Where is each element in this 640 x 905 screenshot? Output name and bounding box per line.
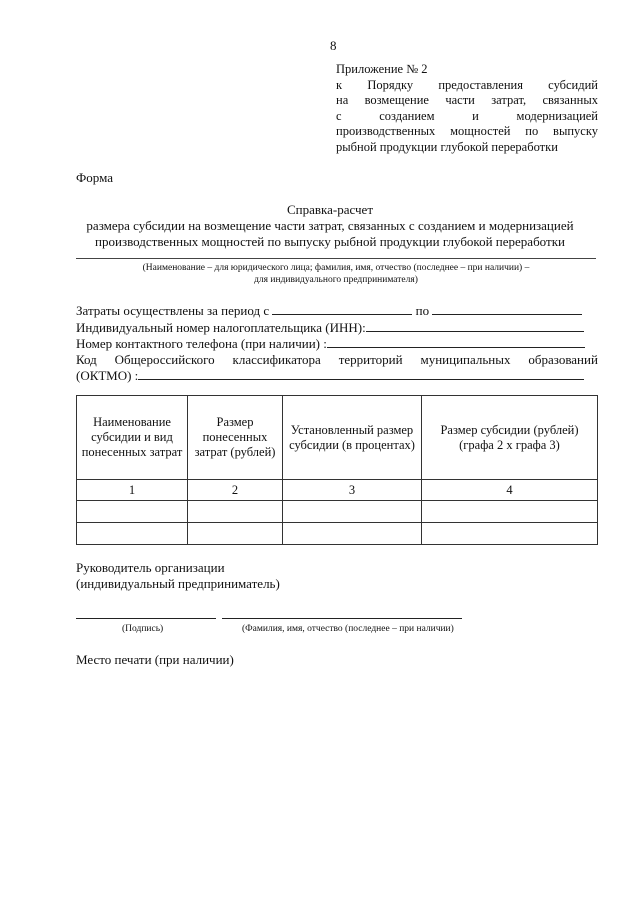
table-number-cell: 1 xyxy=(77,480,188,501)
note-line: для индивидуального предпринимателя) xyxy=(254,275,418,285)
phone-label: Номер контактного телефона (при наличии) : xyxy=(76,336,327,351)
phone-field xyxy=(76,336,598,352)
note-line: (Наименование – для юридического лица; фамилия, имя, отчество (последнее – при наличии) – xyxy=(142,263,530,273)
oktmo-field xyxy=(76,368,598,384)
appendix-block xyxy=(336,62,598,155)
period-to-label: по xyxy=(415,303,430,318)
period-field xyxy=(76,303,598,319)
table-cell[interactable] xyxy=(422,523,598,545)
oktmo-word: Код xyxy=(76,352,97,367)
appendix-title: Приложение № 2 xyxy=(336,62,428,76)
table-row xyxy=(77,501,598,523)
table-number-row xyxy=(77,480,598,501)
name-note xyxy=(76,262,596,286)
appendix-line: на возмещение части затрат, связанных xyxy=(336,93,598,107)
form-label: Форма xyxy=(76,170,113,185)
table-header-cell: Размер субсидии (рублей) (графа 2 x графа 3) xyxy=(422,396,598,480)
oktmo-word: образований xyxy=(528,352,598,367)
full-name-caption: (Фамилия, имя, отчество (последнее – при наличии) xyxy=(242,624,454,634)
oktmo-word: классификатора xyxy=(232,352,321,367)
title-line: Справка-расчет xyxy=(286,202,374,217)
oktmo-word: территорий xyxy=(338,352,403,367)
table-cell[interactable] xyxy=(283,523,422,545)
full-name-line[interactable] xyxy=(222,618,462,619)
oktmo-label: (ОКТМО) : xyxy=(76,368,139,383)
inn-label: Индивидуальный номер налогоплательщика (ИНН): xyxy=(76,320,366,335)
appendix-line: производственных мощностей по выпуску xyxy=(336,124,598,138)
title-line: производственных мощностей по выпуску рыбной продукции глубокой переработки xyxy=(95,234,565,249)
oktmo-word: муниципальных xyxy=(420,352,511,367)
page-number: 8 xyxy=(330,38,337,53)
table-cell[interactable] xyxy=(422,501,598,523)
inn-field xyxy=(76,320,598,336)
signature-line[interactable] xyxy=(76,618,216,619)
table-cell[interactable] xyxy=(77,501,188,523)
name-fill-line[interactable] xyxy=(76,258,596,259)
period-from-input[interactable] xyxy=(272,303,412,315)
stamp-place: Место печати (при наличии) xyxy=(76,652,234,667)
table-cell[interactable] xyxy=(283,501,422,523)
appendix-line: рыбной продукции глубокой переработки xyxy=(336,139,558,154)
table-header-cell: Установленный размер субсидии (в процентах) xyxy=(283,396,422,480)
head-line: (индивидуальный предприниматель) xyxy=(76,576,280,591)
phone-input[interactable] xyxy=(327,336,585,348)
subsidy-table xyxy=(76,395,598,545)
title-line: размера субсидии на возмещение части затрат, связанных с созданием и модернизацией xyxy=(86,218,574,233)
appendix-line: с созданием и модернизацией xyxy=(336,108,598,123)
head-line: Руководитель организации xyxy=(76,560,225,575)
period-label: Затраты осуществлены за период с xyxy=(76,303,270,318)
head-title xyxy=(76,560,280,592)
period-to-input[interactable] xyxy=(432,303,582,315)
oktmo-word: Общероссийского xyxy=(114,352,215,367)
oktmo-input[interactable] xyxy=(138,368,584,380)
table-cell[interactable] xyxy=(188,523,283,545)
table-number-cell: 2 xyxy=(188,480,283,501)
table-row xyxy=(77,523,598,545)
table-number-cell: 3 xyxy=(283,480,422,501)
table-cell[interactable] xyxy=(188,501,283,523)
inn-input[interactable] xyxy=(366,320,584,332)
table-header-cell: Размер понесенных затрат (рублей) xyxy=(188,396,283,480)
table-cell[interactable] xyxy=(77,523,188,545)
table-number-cell: 4 xyxy=(422,480,598,501)
document-title xyxy=(60,202,600,250)
table-header-cell: Наименование субсидии и вид понесенных затрат xyxy=(77,396,188,480)
table-header-row xyxy=(77,396,598,480)
oktmo-line xyxy=(76,352,598,368)
appendix-line: к Порядку предоставления субсидий xyxy=(336,77,598,92)
signature-caption: (Подпись) xyxy=(122,624,164,634)
